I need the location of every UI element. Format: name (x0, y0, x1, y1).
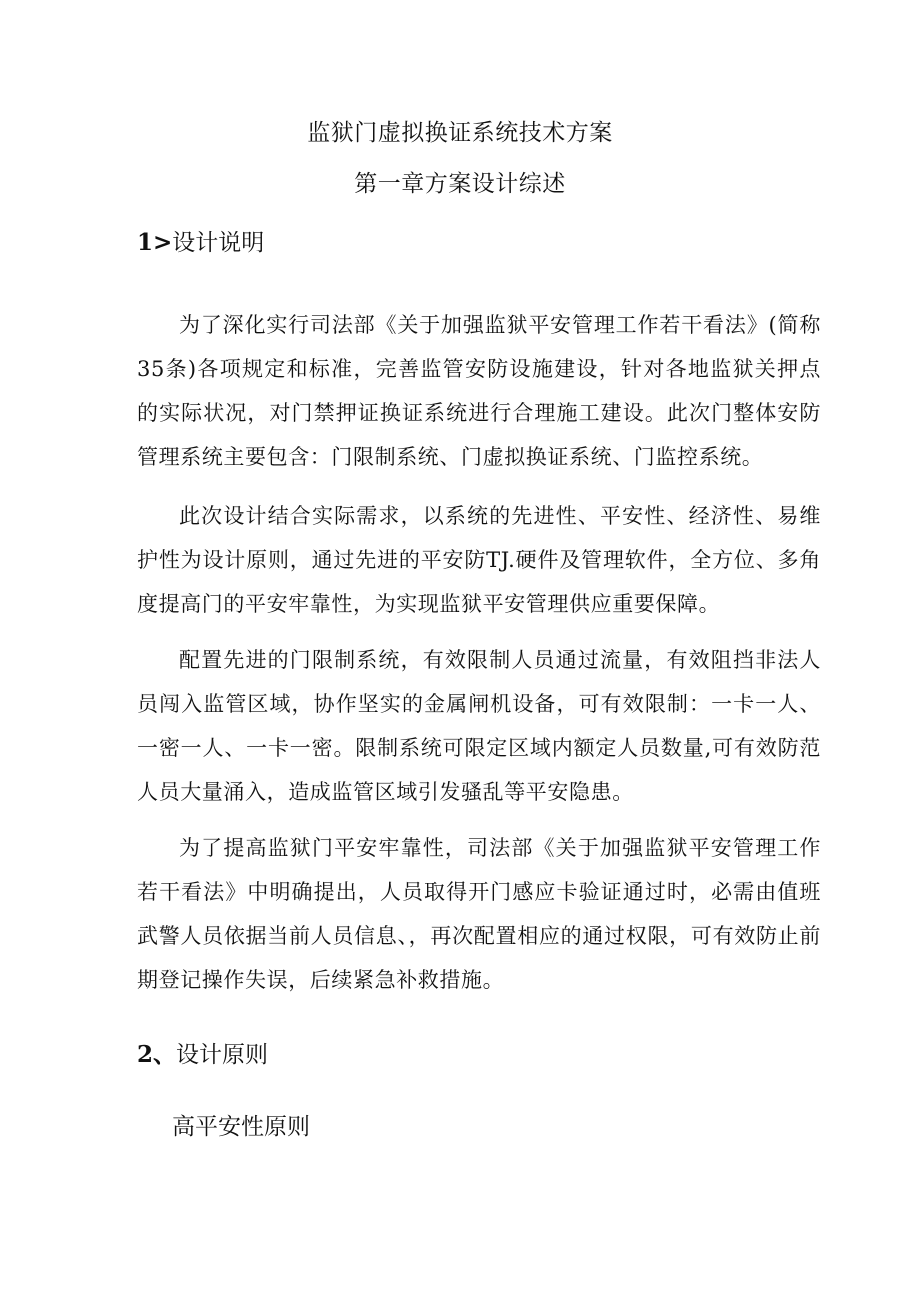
subsection-heading: 高平安性原则 (172, 1114, 310, 1140)
section-heading-text: 设计原则 (176, 1042, 269, 1068)
document-title: 监狱门虚拟换证系统技术方案 (307, 120, 613, 146)
section-heading-design-description (137, 227, 264, 259)
section-number: 2、 (137, 1041, 177, 1068)
paragraph: 此次设计结合实际需求，以系统的先进性、平安性、经济性、易维护性为设计原则，通过先进的平安防TJ.硬件及管理软件，全方位、多角度提高门的平安牢靠性，为实现监狱平安管理供应重要保障。 (137, 504, 821, 616)
section-heading-design-principles (137, 1039, 268, 1071)
chapter-title: 第一章方案设计综述 (354, 171, 566, 197)
section-number: 1> (137, 229, 173, 256)
paragraph: 为了深化实行司法部《关于加强监狱平安管理工作若干看法》(简称35条)各项规定和标准，完善监管安防设施建设，针对各地监狱关押点的实际状况，对门禁押证换证系统进行合理施工建设。此次门整体安防管理系统主要包含：门限制系统、门虚拟换证系统、门监控系统。 (137, 313, 821, 469)
section-heading-text: 设计说明 (172, 230, 265, 256)
paragraph: 配置先进的门限制系统，有效限制人员通过流量，有效阻挡非法人员闯入监管区域，协作坚实的金属闸机设备，可有效限制：一卡一人、一密一人、一卡一密。限制系统可限定区域内额定人员数量,可有效防范人员大量涌入，造成监管区域引发骚乱等平安隐患。 (137, 648, 821, 804)
paragraph: 为了提高监狱门平安牢靠性，司法部《关于加强监狱平安管理工作若干看法》中明确提出，人员取得开门感应卡验证通过时，必需由值班武警人员依据当前人员信息、，再次配置相应的通过权限，可有效防止前期登记操作失误，后续紧急补救措施。 (137, 836, 821, 992)
